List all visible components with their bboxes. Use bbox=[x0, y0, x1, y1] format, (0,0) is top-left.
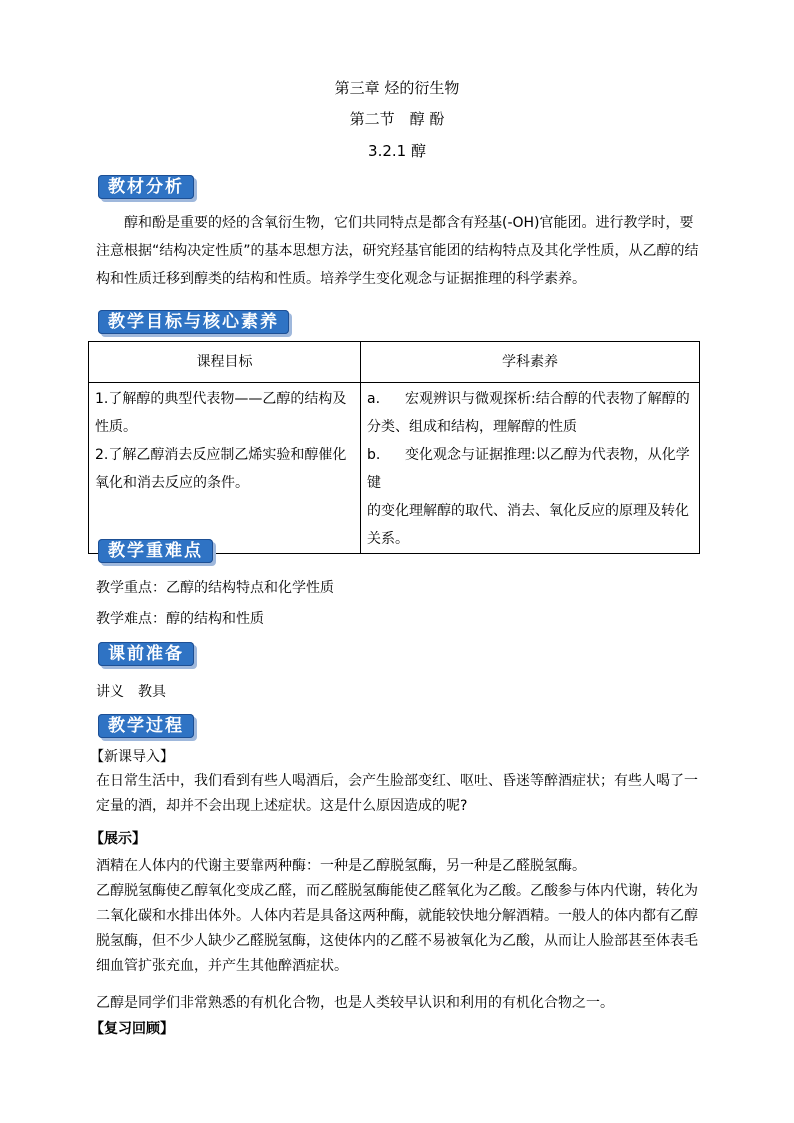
key-point-difficult: 教学难点：醇的结构和性质 bbox=[96, 611, 264, 627]
preparation-text: 讲义 教具 bbox=[96, 684, 166, 700]
display-paragraph-3: 乙醇是同学们非常熟悉的有机化合物，也是人类较早认识和利用的有机化合物之一。 bbox=[96, 995, 614, 1011]
course-goals-cell bbox=[89, 383, 361, 554]
chapter-title: 第三章 烃的衍生物 bbox=[334, 79, 460, 97]
analysis-header: 教材分析 bbox=[98, 175, 194, 199]
new-lesson-intro-label: 【新课导入】 bbox=[90, 749, 174, 765]
literacy-item-head: 宏观辨识与微观探析:结合醇的代表物了解醇的 bbox=[405, 391, 690, 407]
literacy-item-head: 变化观念与证据推理:以乙醇为代表物，从化学键 bbox=[367, 447, 690, 491]
key-point-important: 教学重点：乙醇的结构特点和化学性质 bbox=[96, 580, 334, 596]
review-label: 【复习回顾】 bbox=[90, 1021, 174, 1037]
literacy-item-label: b. bbox=[367, 447, 381, 463]
literacy-item bbox=[367, 385, 693, 441]
preparation-header: 课前准备 bbox=[98, 642, 194, 666]
new-lesson-intro-text: 在日常生活中，我们看到有些人喝酒后，会产生脸部变红、呕吐、昏迷等醉酒症状；有些人喝了一定量的酒，却并不会出现上述症状。这是什么原因造成的呢? bbox=[96, 773, 698, 814]
literacy-cell bbox=[361, 383, 700, 554]
goals-col2-header: 学科素养 bbox=[361, 342, 700, 383]
lesson-title: 3.2.1 醇 bbox=[368, 142, 426, 160]
literacy-item bbox=[367, 441, 693, 553]
goals-table bbox=[88, 341, 700, 554]
analysis-paragraph: 醇和酚是重要的烃的含氧衍生物，它们共同特点是都含有羟基(-OH)官能团。进行教学时，要注意根据“结构决定性质”的基本思想方法，研究羟基官能团的结构特点及其化学性质，从乙醇的结构和性质迁移到醇类的结构和性质。培养学生变化观念与证据推理的科学素养。 bbox=[96, 215, 699, 287]
display-paragraph-1: 酒精在人体内的代谢主要靠两种酶：一种是乙醇脱氢酶，另一种是乙醛脱氢酶。 bbox=[96, 858, 586, 874]
literacy-item-rest: 分类、组成和结构，理解醇的性质 bbox=[367, 419, 577, 435]
literacy-item-rest: 的变化理解醇的取代、消去、氧化反应的原理及转化关系。 bbox=[367, 503, 689, 547]
literacy-item-label: a. bbox=[367, 391, 381, 407]
course-goal-item: 2.了解乙醇消去反应制乙烯实验和醇催化氧化和消去反应的条件。 bbox=[95, 447, 347, 491]
display-paragraph-2: 乙醇脱氢酶使乙醇氧化变成乙醛，而乙醛脱氢酶能使乙醛氧化为乙酸。乙酸参与体内代谢，转化为二氧化碳和水排出体外。人体内若是具备这两种酶，就能较快地分解酒精。一般人的体内都有乙醇脱氢酶，但不少人缺少乙醛脱氢酶，这使体内的乙醛不易被氧化为乙酸，从而让人脸部甚至体表毛细血管扩张充血，并产生其他醉酒症状。 bbox=[96, 883, 698, 974]
display-label: 【展示】 bbox=[90, 831, 146, 847]
course-goal-item: 1.了解醇的典型代表物——乙醇的结构及性质。 bbox=[95, 391, 347, 435]
key-points-header: 教学重难点 bbox=[98, 539, 213, 563]
goals-header: 教学目标与核心素养 bbox=[98, 310, 289, 334]
goals-col1-header: 课程目标 bbox=[89, 342, 361, 383]
section-title: 第二节 醇 酚 bbox=[349, 110, 445, 128]
process-header: 教学过程 bbox=[98, 714, 194, 738]
